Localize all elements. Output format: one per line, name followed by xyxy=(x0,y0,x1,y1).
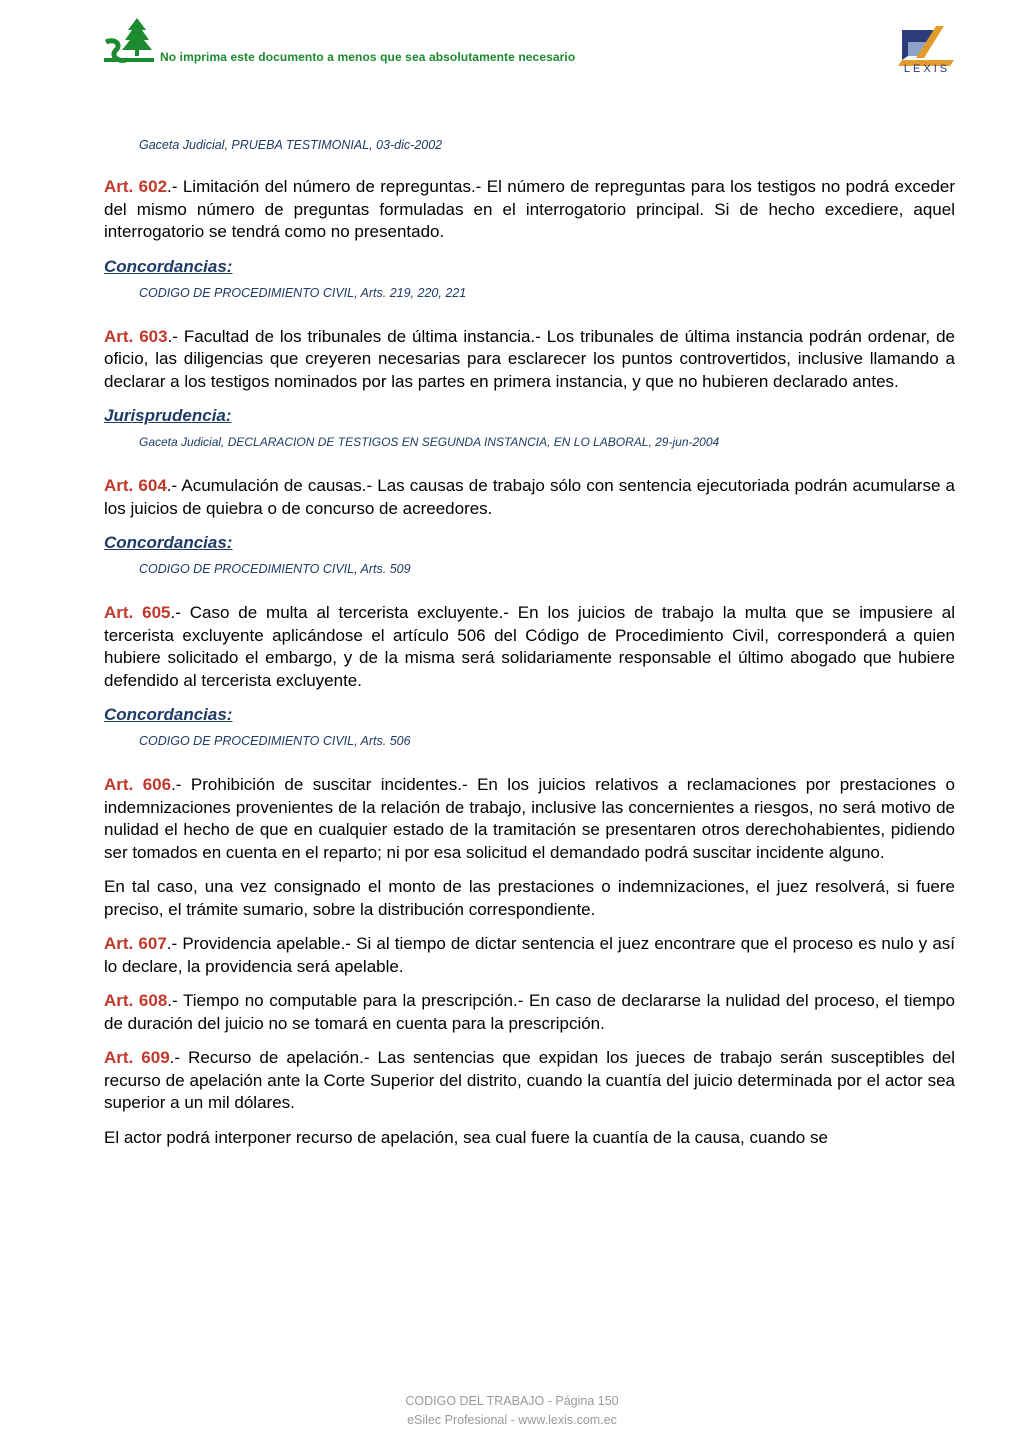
article-number: Art. 609 xyxy=(104,1048,170,1067)
paragraph: En tal caso, una vez consignado el monto de las prestaciones o indemnizaciones, el juez resolverá, si fuere preciso, el trámite sumario, sobre la distribución correspondiente. xyxy=(104,877,955,919)
reference-line: CODIGO DE PROCEDIMIENTO CIVIL, Arts. 219, 220, 221 xyxy=(139,285,467,300)
reference-line: Gaceta Judicial, DECLARACION DE TESTIGOS EN SEGUNDA INSTANCIA, EN LO LABORAL, 29-jun-2004 xyxy=(139,435,720,449)
section-title-concordancias: Concordancias: xyxy=(104,705,233,724)
article-608 xyxy=(104,990,955,1035)
page-footer xyxy=(0,1392,1024,1430)
article-602 xyxy=(104,176,955,244)
article-text: .- Tiempo no computable para la prescripción.- En caso de declararse la nulidad del proceso, el tiempo de duración del juicio no se tomará en cuenta para la prescripción. xyxy=(104,991,955,1033)
article-605 xyxy=(104,602,955,692)
section-title-concordancias: Concordancias: xyxy=(104,256,233,276)
footer-page-info: CODIGO DEL TRABAJO - Página 150 xyxy=(405,1394,619,1408)
article-number: Art. 607 xyxy=(104,934,167,953)
article-text: .- Caso de multa al tercerista excluyente.- En los juicios de trabajo la multa que se impusiere al tercerista excluyente aplicándose el artículo 506 del Código de Procedimiento Civil, corresponderá a quien hubiere solicitado el embargo, y de la misma será solidariamente responsable el último abogado que hubiere defendido al tercerista excluyente. xyxy=(104,603,955,690)
article-text: .- Limitación del número de repreguntas.- El número de repreguntas para los testigos no podrá exceder del mismo número de preguntas formuladas en el interrogatorio principal. Si de hecho excediere, aquel interrogatorio se tendrá como no presentado. xyxy=(104,177,955,241)
article-603 xyxy=(104,326,955,394)
section-title-concordancias: Concordancias: xyxy=(104,533,233,552)
article-number: Art. 602 xyxy=(104,177,168,196)
article-number: Art. 605 xyxy=(104,603,171,622)
article-number: Art. 604 xyxy=(104,476,167,495)
article-number: Art. 608 xyxy=(104,991,168,1010)
article-607 xyxy=(104,933,955,978)
article-606 xyxy=(104,774,955,864)
article-text: .- Recurso de apelación.- Las sentencias que expidan los jueces de trabajo serán susceptibles del recurso de apelación ante la Corte Superior del distrito, cuando la cuantía del juicio determinada por el actor sea superior a un mil dólares. xyxy=(104,1048,955,1112)
lexis-logo-text: LEXIS xyxy=(903,63,951,75)
reference-line: CODIGO DE PROCEDIMIENTO CIVIL, Arts. 506 xyxy=(139,734,411,748)
footer-website: eSilec Profesional - www.lexis.com.ec xyxy=(407,1413,617,1427)
article-609 xyxy=(104,1047,955,1115)
paragraph: El actor podrá interponer recurso de apelación, sea cual fuere la cuantía de la causa, cuando se xyxy=(104,1127,828,1147)
article-text: .- Facultad de los tribunales de última instancia.- Los tribunales de última instancia podrán ordenar, de oficio, las diligencias que creyeren necesarias para esclarecer los puntos controvertidos, inclusive llamando a declarar a los testigos nominados por las partes en primera instancia, y que no hubieren declarado antes. xyxy=(104,326,955,391)
article-text: .- Acumulación de causas.- Las causas de trabajo sólo con sentencia ejecutoriada podrán acumularse a los juicios de quiebra o de concurso de acreedores. xyxy=(104,476,955,518)
tree-logo-icon xyxy=(104,16,154,66)
document-body xyxy=(104,128,955,1161)
reference-line: Gaceta Judicial, PRUEBA TESTIMONIAL, 03-dic-2002 xyxy=(139,138,443,152)
article-number: Art. 606 xyxy=(104,775,172,794)
article-604 xyxy=(104,475,955,520)
page-header xyxy=(0,0,1024,95)
article-number: Art. 603 xyxy=(104,326,168,346)
section-title-jurisprudencia: Jurisprudencia: xyxy=(104,406,232,425)
article-text: .- Prohibición de suscitar incidentes.- En los juicios relativos a reclamaciones por prestaciones o indemnizaciones provenientes de la relación de trabajo, inclusive las concernientes a riesgos, no será motivo de nulidad el hecho de que en cualquier estado de la tramitación se presentaren otros derechohabientes, pidiendo ser tomados en cuenta en el reparto; ni por esa solicitud el demandado podrá suscitar incidente alguno. xyxy=(104,775,955,862)
article-text: .- Providencia apelable.- Si al tiempo de dictar sentencia el juez encontrare que el proceso es nulo y así lo declare, la providencia será apelable. xyxy=(104,934,955,976)
print-warning-note: No imprima este documento a menos que sea absolutamente necesario xyxy=(160,50,576,64)
reference-line: CODIGO DE PROCEDIMIENTO CIVIL, Arts. 509 xyxy=(139,562,411,576)
